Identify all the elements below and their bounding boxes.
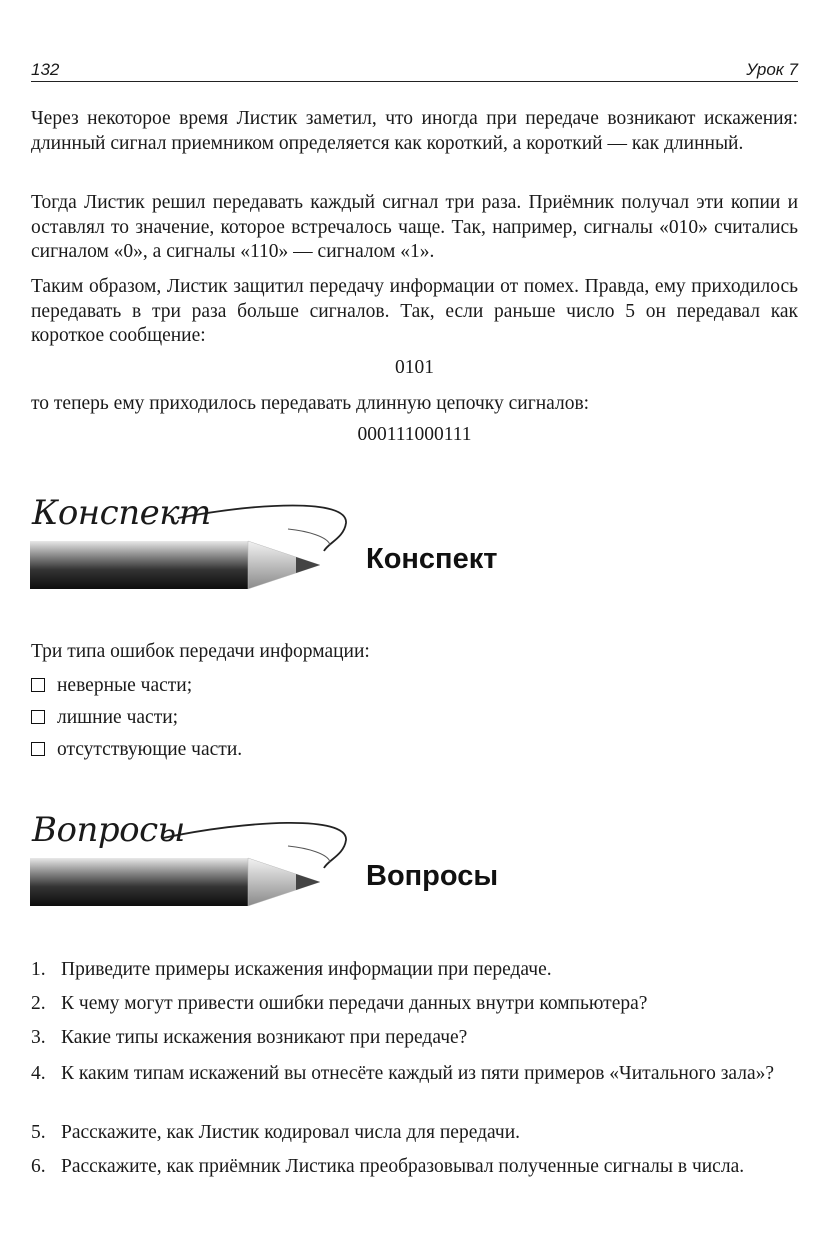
paragraph-3: Таким образом, Листик защитил передачу информации от помех. Правда, ему приходилось передавать в три раза больше сигналов. Так, если раньше число 5 он передавал как короткое сообщение: xyxy=(31,276,798,346)
summary-banner xyxy=(28,493,528,608)
summary-script-label: Конспект xyxy=(32,493,211,533)
list-item: 3. Какие типы искажения возникают при передаче? xyxy=(31,1027,468,1048)
list-item: 5. Расскажите, как Листик кодировал числа для передачи. xyxy=(31,1122,521,1143)
list-item: 2. К чему могут привести ошибки передачи данных внутри компьютера? xyxy=(31,993,648,1014)
list-item: отсутствующие части. xyxy=(31,738,242,762)
code-long: 000111000111 xyxy=(357,424,472,445)
questions-banner xyxy=(28,810,528,925)
lesson-label: Урок 7 xyxy=(746,60,798,79)
transition-text: то теперь ему приходилось передавать длинную цепочку сигналов: xyxy=(31,393,590,414)
summary-title: Конспект xyxy=(366,543,498,575)
list-item: 1. Приведите примеры искажения информации при передаче. xyxy=(31,959,552,980)
summary-intro: Три типа ошибок передачи информации: xyxy=(31,641,370,662)
list-item: 6. Расскажите, как приёмник Листика преобразовывал полученные сигналы в числа. xyxy=(31,1156,745,1177)
list-item: лишние части; xyxy=(31,706,178,730)
paragraph-1: Через некоторое время Листик заметил, что иногда при передаче возникают искажения: длинный сигнал приемником определяется как короткий, а короткий — как длинный. xyxy=(31,108,798,154)
checkbox-square-icon xyxy=(31,710,45,724)
checkbox-square-icon xyxy=(31,678,45,692)
list-item: неверные части; xyxy=(31,674,192,698)
checkbox-square-icon xyxy=(31,742,45,756)
questions-title: Вопросы xyxy=(366,860,499,892)
code-short: 0101 xyxy=(395,357,434,378)
questions-script-label: Вопросы xyxy=(32,810,185,850)
page-header xyxy=(31,60,798,82)
list-item: 4. К каким типам искажений вы отнесёте каждый из пяти примеров «Читального зала»? xyxy=(31,1063,775,1084)
page-number: 132 xyxy=(31,60,60,79)
paragraph-2: Тогда Листик решил передавать каждый сигнал три раза. Приёмник получал эти копии и оставлял то значение, которое встречалось чаще. Так, например, сигналы «010» считались сигналом «0», а сигналы «110» — сигналом «1». xyxy=(31,192,798,262)
